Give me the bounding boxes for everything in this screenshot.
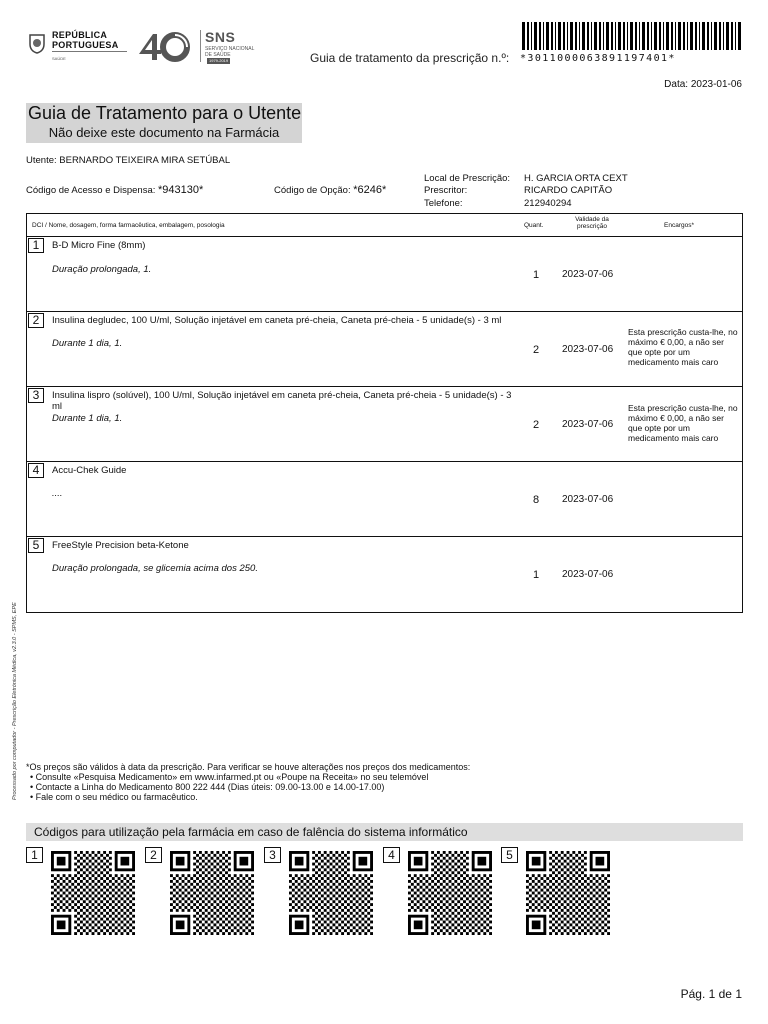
row-posologia: ....: [52, 488, 63, 499]
note-line: • Fale com o seu médico ou farmacêutico.: [30, 792, 198, 802]
note-line: • Consulte «Pesquisa Medicamento» em www.infarmed.pt ou «Poupe na Receita» no seu telemóvel: [30, 772, 429, 782]
guia-number-label: Guia de tratamento da prescrição n.º:: [310, 51, 510, 65]
row-posologia: Durante 1 dia, 1.: [52, 413, 123, 424]
qr-code-item: [264, 846, 380, 936]
row-posologia: Durante 1 dia, 1.: [52, 338, 123, 349]
page-number: Pág. 1 de 1: [680, 987, 742, 1001]
header-validade: Validade da prescrição: [575, 216, 609, 230]
title-box: [26, 103, 302, 143]
row-quantity: 2: [532, 344, 540, 356]
qr-code-icon: [286, 851, 376, 935]
logo-rp-line1: REPÚBLICA: [52, 30, 108, 40]
row-quantity: 8: [532, 494, 540, 506]
header-encargos: Encargos*: [664, 222, 694, 229]
sns-sub1: SERVIÇO NACIONAL: [205, 46, 255, 52]
logo-rp-line3: SAÚDE: [52, 56, 66, 61]
table-row: [27, 387, 742, 462]
row-quantity: 1: [532, 569, 540, 581]
local-value: H. GARCIA ORTA CEXT: [524, 173, 628, 184]
row-number: 3: [28, 388, 44, 403]
row-number: 1: [28, 238, 44, 253]
row-description: Accu-Chek Guide: [52, 465, 127, 476]
row-validade: 2023-07-06: [562, 344, 614, 355]
table-row: [27, 537, 742, 612]
note-line: *Os preços são válidos à data da prescrição. Para verificar se houve alterações nos preços dos medicamentos:: [26, 762, 471, 772]
row-validade: 2023-07-06: [562, 494, 614, 505]
patient-name: Utente: BERNARDO TEIXEIRA MIRA SETÚBAL: [26, 155, 231, 166]
row-quantity: 2: [532, 419, 540, 431]
qr-code-icon: [167, 851, 257, 935]
row-validade: 2023-07-06: [562, 419, 614, 430]
crest-icon: [28, 32, 46, 54]
row-validade: 2023-07-06: [562, 269, 614, 280]
table-header: [27, 214, 742, 237]
row-validade: 2023-07-06: [562, 569, 614, 580]
table-row: [27, 237, 742, 312]
side-processing-text: Processado por computador - Prescrição Eletrónica Médica, v2.3.0 - SPMS, EPE: [12, 602, 18, 800]
row-description: Insulina lispro (solúvel), 100 U/ml, Solução injetável em caneta pré-cheia, Caneta pré-cheia - 5 unidade(s) - 3 ml: [52, 390, 512, 412]
prescription-table: [26, 213, 743, 613]
row-number: 2: [28, 313, 44, 328]
qr-code-item: [145, 846, 261, 936]
codes-title: Códigos para utilização pela farmácia em caso de falência do sistema informático: [34, 825, 468, 839]
option-code-label: Código de Opção:: [274, 185, 354, 196]
row-posologia: Duração prolongada, 1.: [52, 264, 152, 275]
access-code: [26, 184, 203, 196]
sns-logo: [200, 30, 255, 62]
row-description: B-D Micro Fine (8mm): [52, 240, 146, 251]
telefone-label: Telefone:: [424, 198, 463, 209]
row-description: Insulina degludec, 100 U/ml, Solução injetável em caneta pré-cheia, Caneta pré-cheia - 5 unidade(s) - 3 ml: [52, 315, 502, 326]
row-quantity: 1: [532, 269, 540, 281]
qr-number: 4: [383, 847, 400, 863]
row-posologia: Duração prolongada, se glicemia acima dos 250.: [52, 563, 258, 574]
header-dci: DCI / Nome, dosagem, forma farmacêutica, embalagem, posologia: [32, 222, 225, 229]
logo-rp-line2: PORTUGUESA: [52, 40, 119, 50]
telefone-value: 212940294: [524, 198, 572, 209]
local-label: Local de Prescrição:: [424, 173, 511, 184]
access-code-value: *943130*: [158, 184, 204, 196]
access-code-label: Código de Acesso e Dispensa:: [26, 185, 159, 196]
price-notes: [26, 762, 470, 802]
table-row: [27, 312, 742, 387]
page-subtitle: Não deixe este documento na Farmácia: [48, 125, 280, 140]
qr-number: 3: [264, 847, 281, 863]
qr-code-icon: [523, 851, 613, 935]
barcode-text: *3011000063891197401*: [520, 53, 676, 64]
row-number: 4: [28, 463, 44, 478]
row-encargos: Esta prescrição custa-lhe, no máximo € 0,00, a não ser que opte por um medicamento mais caro: [628, 403, 738, 443]
sns-title: SNS: [205, 29, 236, 45]
qr-code-item: [501, 846, 617, 936]
40-anos-logo: [135, 30, 197, 62]
qr-code-item: [26, 846, 142, 936]
table-row: [27, 462, 742, 537]
codes-title-bar: [26, 823, 743, 841]
row-number: 5: [28, 538, 44, 553]
qr-number: 1: [26, 847, 43, 863]
barcode: [522, 22, 744, 50]
note-line: • Contacte a Linha do Medicamento 800 222 444 (Dias úteis: 09.00-13.00 e 14.00-17.00): [30, 782, 385, 792]
republica-portuguesa-logo: [28, 30, 123, 66]
sns-badge: 1979-2019: [209, 58, 229, 63]
qr-number: 2: [145, 847, 162, 863]
option-code: [274, 184, 386, 196]
qr-number: 5: [501, 847, 518, 863]
row-encargos: Esta prescrição custa-lhe, no máximo € 0,00, a não ser que opte por um medicamento mais caro: [628, 327, 738, 367]
page-title: Guia de Tratamento para o Utente: [28, 103, 302, 123]
qr-code-icon: [48, 851, 138, 935]
sns-sub2: DE SAÚDE: [205, 52, 231, 58]
prescriber-value: RICARDO CAPITÃO: [524, 185, 613, 196]
prescriber-label: Prescritor:: [424, 185, 468, 196]
qr-code-icon: [405, 851, 495, 935]
prescription-date: Data: 2023-01-06: [664, 79, 742, 90]
row-description: FreeStyle Precision beta-Ketone: [52, 540, 189, 551]
qr-code-item: [383, 846, 499, 936]
option-code-value: *6246*: [353, 184, 387, 196]
header-quant: Quant.: [524, 222, 544, 229]
